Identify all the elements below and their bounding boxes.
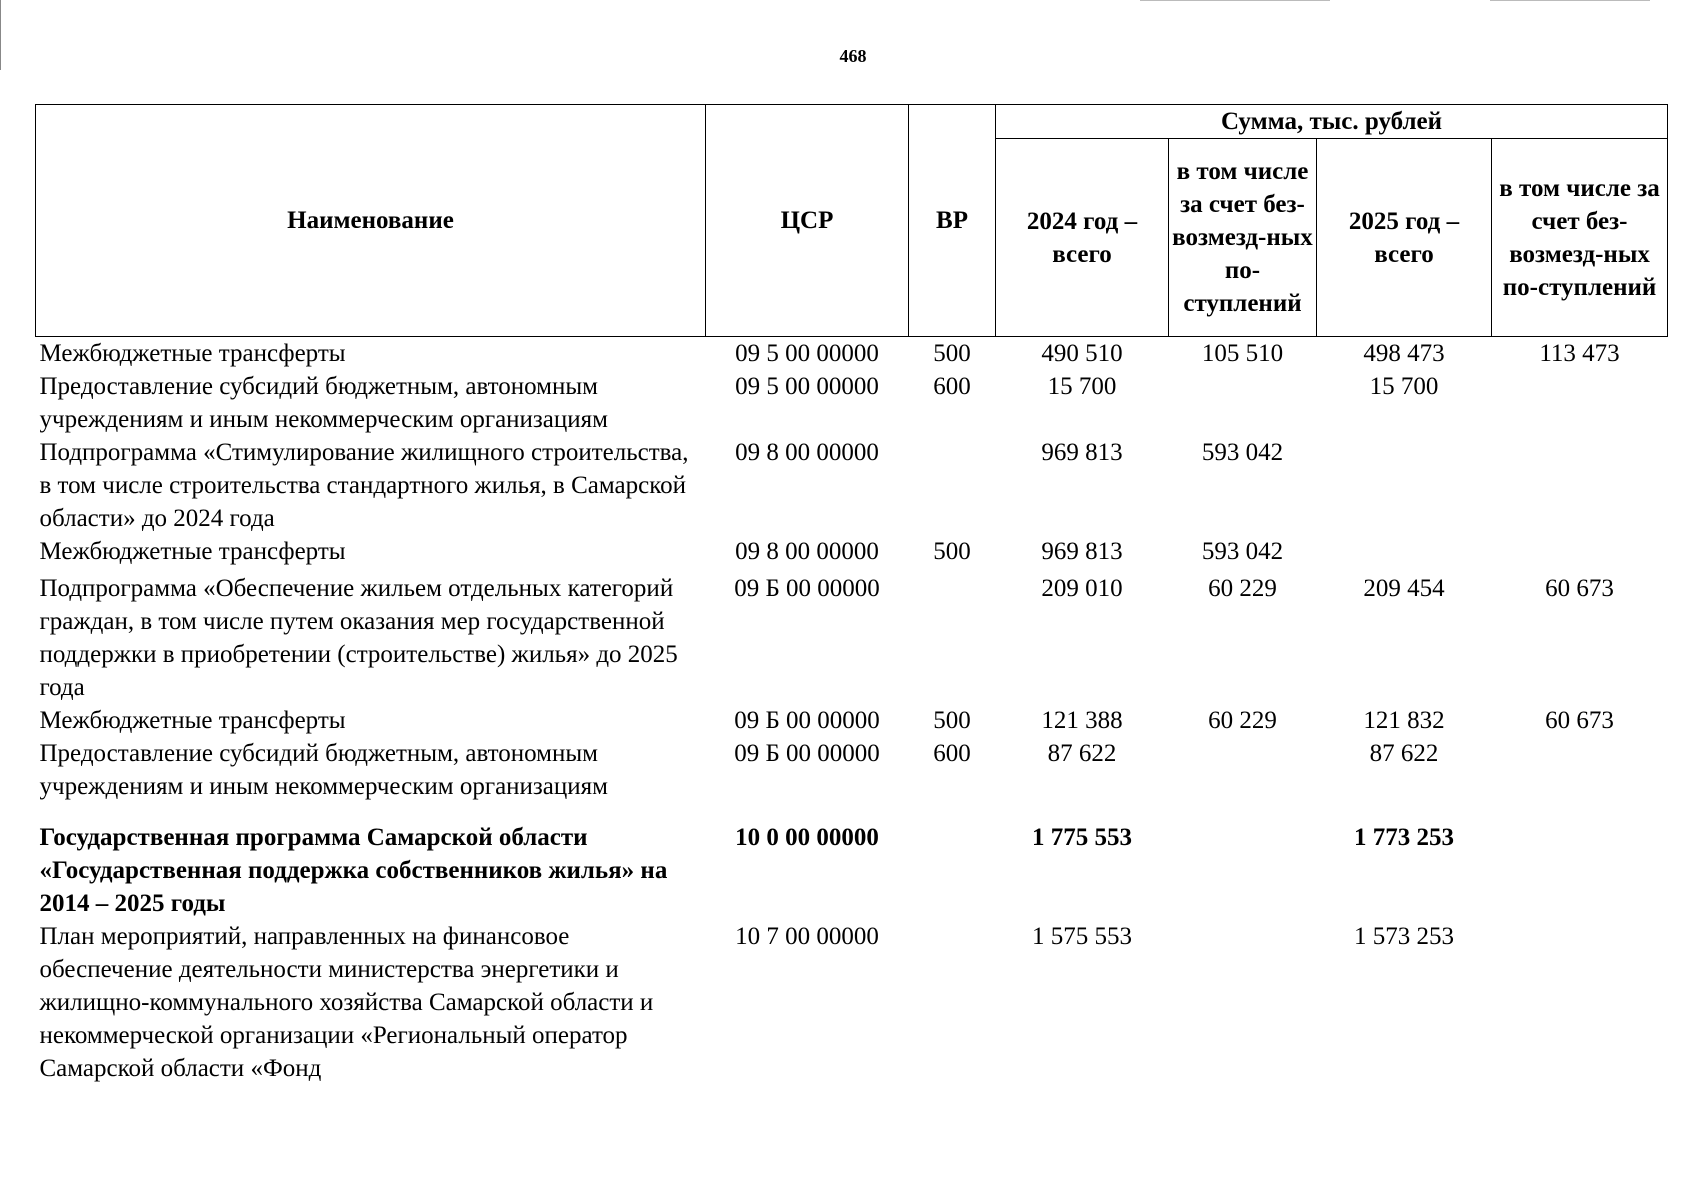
row-2025-free: [1492, 370, 1668, 436]
row-csr: 09 5 00 00000: [735, 373, 879, 400]
row-2025-total: [1317, 535, 1492, 568]
row-2025-free: [1492, 803, 1668, 920]
row-2024-free: 60 229: [1208, 575, 1277, 602]
row-2024-total: 969 813: [1041, 439, 1123, 466]
table-row: [36, 803, 1668, 920]
row-2025-total: 209 454: [1363, 575, 1445, 602]
row-2024-free: [1169, 737, 1317, 803]
row-vr: [909, 568, 996, 704]
row-2025-total: 1 573 253: [1354, 923, 1454, 950]
row-name: Государственная программа Самарской области «Государственная поддержка собственников жилья» на 2014 – 2025 годы: [39, 824, 668, 917]
header-name: Наименование: [36, 105, 706, 337]
row-2024-free: 60 229: [1208, 707, 1277, 734]
table-row: [36, 704, 1668, 737]
row-vr: [909, 920, 996, 1085]
row-csr: 09 5 00 00000: [735, 340, 879, 367]
row-2025-total: 87 622: [1369, 740, 1439, 767]
table-body: [36, 337, 1668, 1086]
row-vr: [909, 803, 996, 920]
row-2025-free: 113 473: [1539, 340, 1620, 367]
row-name: Межбюджетные трансферты: [39, 538, 346, 565]
row-csr: 10 0 00 00000: [735, 824, 879, 851]
row-2025-free: [1492, 920, 1668, 1085]
header-csr: ЦСР: [706, 105, 909, 337]
row-name: Межбюджетные трансферты: [39, 707, 346, 734]
row-2025-total: 1 773 253: [1354, 824, 1454, 851]
row-name: Предоставление субсидий бюджетным, автономным учреждениям и иным некоммерческим организациям: [39, 740, 608, 800]
row-name: Предоставление субсидий бюджетным, автономным учреждениям и иным некоммерческим организациям: [39, 373, 608, 433]
row-2024-total: 15 700: [1047, 373, 1117, 400]
row-vr: [909, 436, 996, 535]
row-name: План мероприятий, направленных на финансовое обеспечение деятельности министерства энергетики и жилищно-коммунального хозяйства Самарской области и некоммерческой организации «Региональный оператор Самарской области «Фонд: [39, 923, 654, 1082]
row-csr: 09 8 00 00000: [735, 538, 879, 565]
row-csr: 09 Б 00 00000: [734, 740, 880, 767]
row-2025-free: [1492, 436, 1668, 535]
row-vr: 600: [933, 740, 971, 767]
row-2024-free: 593 042: [1201, 538, 1284, 565]
header-2024-total: 2024 год – всего: [996, 139, 1169, 337]
row-name: Межбюджетные трансферты: [39, 340, 346, 367]
row-2024-total: 209 010: [1041, 575, 1123, 602]
row-2024-free: 593 042: [1201, 439, 1284, 466]
table-row: [36, 535, 1668, 568]
header-2025-free: в том числе за счет без-возмезд-ных по-ступлений: [1492, 139, 1668, 337]
row-vr: 500: [933, 707, 971, 734]
row-csr: 09 Б 00 00000: [734, 575, 880, 602]
row-2025-free: 60 673: [1545, 707, 1614, 734]
table-row: [36, 370, 1668, 436]
row-csr: 09 8 00 00000: [735, 439, 879, 466]
row-2024-free: [1169, 920, 1317, 1085]
header-vr: ВР: [909, 105, 996, 337]
row-2024-total: 490 510: [1041, 340, 1123, 367]
table-header: [36, 105, 1668, 337]
row-name: Подпрограмма «Стимулирование жилищного строительства, в том числе строительства стандартного жилья, в Самарской области» до 2024 года: [39, 439, 689, 532]
row-2024-total: 1 575 553: [1032, 923, 1132, 950]
header-2025-total: 2025 год – всего: [1317, 139, 1492, 337]
row-name: Подпрограмма «Обеспечение жильем отдельных категорий граждан, в том числе путем оказания мер государственной поддержки в приобретении (строительстве) жилья» до 2025 года: [39, 575, 678, 701]
row-2024-free: 105 510: [1201, 340, 1284, 367]
row-2024-total: 121 388: [1041, 707, 1123, 734]
row-2024-free: [1169, 370, 1317, 436]
table-row: [36, 737, 1668, 803]
budget-table: [35, 104, 1668, 1085]
row-2025-total: 498 473: [1363, 340, 1445, 367]
row-2025-free: [1492, 535, 1668, 568]
header-sum-group: Сумма, тыс. рублей: [996, 105, 1668, 139]
table-row: [36, 436, 1668, 535]
table-row: [36, 337, 1668, 371]
row-2025-total: 121 832: [1363, 707, 1445, 734]
row-2024-free: [1169, 803, 1317, 920]
table-row: [36, 568, 1668, 704]
header-2024-free: в том числе за счет без-возмезд-ных по-ступлений: [1169, 139, 1317, 337]
row-vr: 500: [933, 340, 971, 367]
row-2024-total: 87 622: [1047, 740, 1117, 767]
row-vr: 600: [933, 373, 971, 400]
scan-top-line: [1140, 0, 1330, 1]
row-2025-free: 60 673: [1545, 575, 1614, 602]
row-2024-total: 1 775 553: [1032, 824, 1132, 851]
row-csr: 10 7 00 00000: [735, 923, 879, 950]
table-row: [36, 920, 1668, 1085]
row-2025-free: [1492, 737, 1668, 803]
row-vr: 500: [933, 538, 971, 565]
row-2024-total: 969 813: [1041, 538, 1123, 565]
page-number: 468: [839, 46, 867, 66]
scan-top-line: [1490, 0, 1650, 1]
row-2025-total: [1317, 436, 1492, 535]
row-2025-total: 15 700: [1369, 373, 1439, 400]
row-csr: 09 Б 00 00000: [734, 707, 880, 734]
